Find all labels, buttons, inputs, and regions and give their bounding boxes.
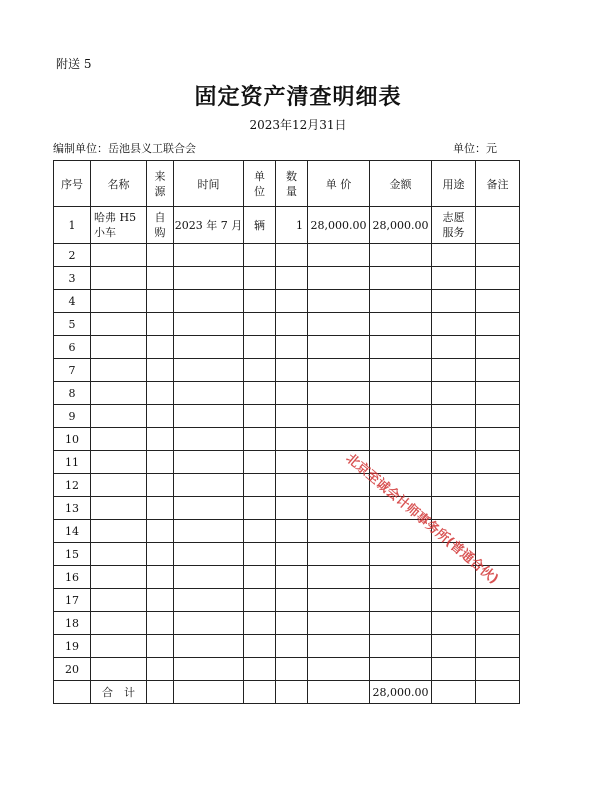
cell-empty bbox=[244, 382, 276, 405]
cell-empty bbox=[244, 658, 276, 681]
cell-empty bbox=[174, 543, 244, 566]
table-row bbox=[54, 451, 520, 474]
cell-empty bbox=[308, 566, 370, 589]
cell-empty bbox=[370, 635, 432, 658]
table-row bbox=[54, 566, 520, 589]
cell-empty bbox=[174, 520, 244, 543]
cell-empty bbox=[370, 359, 432, 382]
cell-seq: 10 bbox=[54, 428, 91, 451]
cell-empty bbox=[276, 405, 308, 428]
cell-empty bbox=[308, 359, 370, 382]
cell-empty bbox=[476, 428, 520, 451]
cell-empty bbox=[91, 290, 147, 313]
table-row bbox=[54, 336, 520, 359]
cell-seq: 19 bbox=[54, 635, 91, 658]
cell-empty bbox=[308, 428, 370, 451]
cell-empty bbox=[370, 405, 432, 428]
cell-seq: 13 bbox=[54, 497, 91, 520]
cell-empty bbox=[244, 290, 276, 313]
cell-empty bbox=[147, 612, 174, 635]
cell-empty bbox=[91, 336, 147, 359]
cell-empty bbox=[174, 635, 244, 658]
cell-empty bbox=[476, 451, 520, 474]
prepared-by: 编制单位：岳池县义工联合会 bbox=[53, 142, 196, 155]
cell-empty bbox=[476, 405, 520, 428]
cell-empty bbox=[244, 589, 276, 612]
cell-seq: 17 bbox=[54, 589, 91, 612]
cell-empty bbox=[370, 589, 432, 612]
cell-empty bbox=[91, 474, 147, 497]
cell-empty bbox=[244, 428, 276, 451]
cell-empty bbox=[147, 520, 174, 543]
cell-empty bbox=[174, 405, 244, 428]
cell-empty bbox=[147, 497, 174, 520]
table-row bbox=[54, 612, 520, 635]
header-remark: 备注 bbox=[476, 161, 520, 207]
cell-empty bbox=[244, 267, 276, 290]
table-row bbox=[54, 474, 520, 497]
table-row bbox=[54, 313, 520, 336]
cell-empty bbox=[476, 313, 520, 336]
cell-empty bbox=[91, 428, 147, 451]
cell-seq: 20 bbox=[54, 658, 91, 681]
cell-seq: 7 bbox=[54, 359, 91, 382]
table-row bbox=[54, 635, 520, 658]
header-name: 名称 bbox=[91, 161, 147, 207]
cell-unit-price: 28,000.00 bbox=[308, 207, 370, 244]
cell-empty bbox=[244, 336, 276, 359]
header-quantity: 数 量 bbox=[276, 161, 308, 207]
cell-empty bbox=[432, 313, 476, 336]
cell-quantity: 1 bbox=[276, 207, 308, 244]
cell-empty bbox=[91, 566, 147, 589]
cell-empty bbox=[276, 428, 308, 451]
cell-empty bbox=[147, 428, 174, 451]
cell-remark bbox=[476, 207, 520, 244]
cell-empty bbox=[276, 313, 308, 336]
cell-empty bbox=[276, 267, 308, 290]
cell-empty bbox=[147, 382, 174, 405]
cell-seq: 8 bbox=[54, 382, 91, 405]
cell-empty bbox=[308, 497, 370, 520]
prepared-by-row bbox=[53, 140, 515, 156]
cell-empty bbox=[91, 359, 147, 382]
cell-seq: 2 bbox=[54, 244, 91, 267]
cell-empty bbox=[476, 635, 520, 658]
table-row bbox=[54, 382, 520, 405]
cell-empty bbox=[174, 244, 244, 267]
cell-empty bbox=[432, 244, 476, 267]
cell-seq: 1 bbox=[54, 207, 91, 244]
audit-seal-stamp: 北京至诚会计师事务所(普通合伙) bbox=[342, 451, 501, 588]
cell-seq: 6 bbox=[54, 336, 91, 359]
cell-empty bbox=[432, 589, 476, 612]
cell-empty bbox=[432, 336, 476, 359]
cell-empty bbox=[147, 267, 174, 290]
cell-empty bbox=[432, 635, 476, 658]
cell-unit: 辆 bbox=[244, 207, 276, 244]
cell-empty bbox=[174, 474, 244, 497]
header-source: 来 源 bbox=[147, 161, 174, 207]
cell-empty bbox=[476, 681, 520, 704]
cell-empty bbox=[276, 382, 308, 405]
cell-empty bbox=[276, 635, 308, 658]
cell-empty bbox=[244, 566, 276, 589]
table-header-row bbox=[54, 161, 520, 207]
cell-empty bbox=[174, 267, 244, 290]
cell-empty bbox=[244, 543, 276, 566]
table-row bbox=[54, 207, 520, 244]
cell-empty bbox=[91, 658, 147, 681]
asset-table bbox=[53, 160, 520, 704]
total-label: 合 计 bbox=[91, 681, 147, 704]
cell-empty bbox=[276, 474, 308, 497]
cell-empty bbox=[370, 612, 432, 635]
cell-empty bbox=[370, 336, 432, 359]
cell-empty bbox=[91, 635, 147, 658]
cell-empty bbox=[432, 428, 476, 451]
cell-empty bbox=[370, 543, 432, 566]
cell-empty bbox=[147, 313, 174, 336]
cell-empty bbox=[147, 658, 174, 681]
table-row bbox=[54, 244, 520, 267]
cell-name: 哈弗 H5 小车 bbox=[91, 207, 147, 244]
cell-empty bbox=[308, 336, 370, 359]
cell-empty bbox=[276, 681, 308, 704]
cell-empty bbox=[147, 543, 174, 566]
cell-empty bbox=[174, 336, 244, 359]
cell-empty bbox=[476, 612, 520, 635]
cell-empty bbox=[276, 612, 308, 635]
cell-empty bbox=[174, 612, 244, 635]
header-time: 时间 bbox=[174, 161, 244, 207]
cell-empty bbox=[432, 497, 476, 520]
cell-empty bbox=[476, 336, 520, 359]
cell-empty bbox=[432, 359, 476, 382]
currency-unit: 单位：元 bbox=[453, 142, 497, 155]
cell-empty bbox=[308, 290, 370, 313]
cell-empty bbox=[91, 497, 147, 520]
cell-use: 志愿 服务 bbox=[432, 207, 476, 244]
cell-empty bbox=[147, 474, 174, 497]
cell-empty bbox=[174, 566, 244, 589]
cell-empty bbox=[91, 405, 147, 428]
cell-empty bbox=[308, 543, 370, 566]
cell-empty bbox=[432, 681, 476, 704]
cell-empty bbox=[244, 681, 276, 704]
cell-empty bbox=[432, 474, 476, 497]
cell-empty bbox=[370, 244, 432, 267]
cell-empty bbox=[476, 267, 520, 290]
cell-empty bbox=[432, 612, 476, 635]
cell-empty bbox=[244, 313, 276, 336]
cell-empty bbox=[147, 244, 174, 267]
cell-empty bbox=[91, 520, 147, 543]
cell-empty bbox=[476, 382, 520, 405]
cell-empty bbox=[308, 658, 370, 681]
cell-empty bbox=[370, 566, 432, 589]
cell-empty bbox=[147, 359, 174, 382]
cell-empty bbox=[308, 405, 370, 428]
total-row bbox=[54, 681, 520, 704]
cell-empty bbox=[476, 244, 520, 267]
cell-empty bbox=[147, 566, 174, 589]
header-unit-price: 单 价 bbox=[308, 161, 370, 207]
cell-empty bbox=[432, 267, 476, 290]
cell-empty bbox=[244, 244, 276, 267]
cell-empty bbox=[244, 359, 276, 382]
cell-empty bbox=[276, 497, 308, 520]
cell-empty bbox=[91, 244, 147, 267]
cell-empty bbox=[276, 589, 308, 612]
total-amount: 28,000.00 bbox=[370, 681, 432, 704]
cell-empty bbox=[432, 290, 476, 313]
cell-empty bbox=[432, 658, 476, 681]
cell-empty bbox=[476, 520, 520, 543]
cell-empty bbox=[174, 681, 244, 704]
cell-empty bbox=[476, 658, 520, 681]
cell-seq: 11 bbox=[54, 451, 91, 474]
header-use: 用途 bbox=[432, 161, 476, 207]
cell-empty bbox=[244, 520, 276, 543]
cell-seq: 3 bbox=[54, 267, 91, 290]
cell-empty bbox=[432, 451, 476, 474]
cell-empty bbox=[308, 681, 370, 704]
header-unit: 单 位 bbox=[244, 161, 276, 207]
cell-empty bbox=[174, 382, 244, 405]
cell-empty bbox=[476, 474, 520, 497]
cell-empty bbox=[308, 612, 370, 635]
cell-empty bbox=[370, 382, 432, 405]
table-row bbox=[54, 405, 520, 428]
cell-empty bbox=[476, 589, 520, 612]
cell-empty bbox=[174, 359, 244, 382]
cell-empty bbox=[147, 451, 174, 474]
cell-empty bbox=[147, 405, 174, 428]
cell-empty bbox=[147, 290, 174, 313]
cell-empty bbox=[244, 497, 276, 520]
cell-empty bbox=[276, 520, 308, 543]
cell-empty bbox=[476, 359, 520, 382]
cell-seq: 16 bbox=[54, 566, 91, 589]
cell-empty bbox=[276, 658, 308, 681]
cell-empty bbox=[370, 313, 432, 336]
cell-empty bbox=[476, 290, 520, 313]
page-title: 固定资产清查明细表 bbox=[194, 85, 402, 110]
cell-empty bbox=[174, 658, 244, 681]
cell-empty bbox=[432, 382, 476, 405]
table-row bbox=[54, 359, 520, 382]
cell-source: 自 购 bbox=[147, 207, 174, 244]
cell-empty bbox=[147, 635, 174, 658]
cell-empty bbox=[174, 497, 244, 520]
cell-empty bbox=[276, 543, 308, 566]
cell-empty bbox=[147, 589, 174, 612]
cell-seq: 15 bbox=[54, 543, 91, 566]
cell-empty bbox=[308, 313, 370, 336]
cell-empty bbox=[370, 290, 432, 313]
cell-seq: 5 bbox=[54, 313, 91, 336]
cell-empty bbox=[91, 313, 147, 336]
cell-seq: 12 bbox=[54, 474, 91, 497]
cell-empty bbox=[370, 267, 432, 290]
cell-empty bbox=[370, 658, 432, 681]
cell-empty bbox=[91, 589, 147, 612]
cell-empty bbox=[91, 543, 147, 566]
cell-empty bbox=[147, 336, 174, 359]
cell-empty bbox=[276, 451, 308, 474]
cell-empty bbox=[174, 589, 244, 612]
cell-empty bbox=[308, 589, 370, 612]
cell-empty bbox=[244, 474, 276, 497]
cell-empty bbox=[174, 451, 244, 474]
cell-empty bbox=[276, 359, 308, 382]
cell-empty bbox=[432, 405, 476, 428]
cell-empty bbox=[147, 681, 174, 704]
table-row bbox=[54, 290, 520, 313]
cell-empty bbox=[244, 612, 276, 635]
cell-empty bbox=[91, 451, 147, 474]
cell-seq: 9 bbox=[54, 405, 91, 428]
table-row bbox=[54, 428, 520, 451]
report-date: 2023年12月31日 bbox=[249, 118, 347, 132]
cell-empty bbox=[54, 681, 91, 704]
cell-empty bbox=[244, 405, 276, 428]
cell-time: 2023 年 7 月 bbox=[174, 207, 244, 244]
cell-empty bbox=[91, 382, 147, 405]
cell-empty bbox=[174, 313, 244, 336]
cell-empty bbox=[370, 428, 432, 451]
table-row bbox=[54, 658, 520, 681]
cell-empty bbox=[276, 336, 308, 359]
table-row bbox=[54, 497, 520, 520]
cell-seq: 4 bbox=[54, 290, 91, 313]
header-seq: 序号 bbox=[54, 161, 91, 207]
cell-empty bbox=[244, 451, 276, 474]
cell-empty bbox=[244, 635, 276, 658]
cell-seq: 18 bbox=[54, 612, 91, 635]
cell-empty bbox=[308, 382, 370, 405]
table-row bbox=[54, 267, 520, 290]
cell-empty bbox=[276, 566, 308, 589]
cell-empty bbox=[276, 244, 308, 267]
appendix-label: 附送 5 bbox=[56, 57, 92, 71]
cell-empty bbox=[308, 635, 370, 658]
cell-empty bbox=[308, 520, 370, 543]
cell-amount: 28,000.00 bbox=[370, 207, 432, 244]
cell-seq: 14 bbox=[54, 520, 91, 543]
cell-empty bbox=[308, 244, 370, 267]
cell-empty bbox=[91, 612, 147, 635]
cell-empty bbox=[308, 267, 370, 290]
cell-empty bbox=[276, 290, 308, 313]
cell-empty bbox=[91, 267, 147, 290]
header-amount: 金额 bbox=[370, 161, 432, 207]
cell-empty bbox=[476, 497, 520, 520]
cell-empty bbox=[174, 428, 244, 451]
cell-empty bbox=[174, 290, 244, 313]
table-row bbox=[54, 589, 520, 612]
